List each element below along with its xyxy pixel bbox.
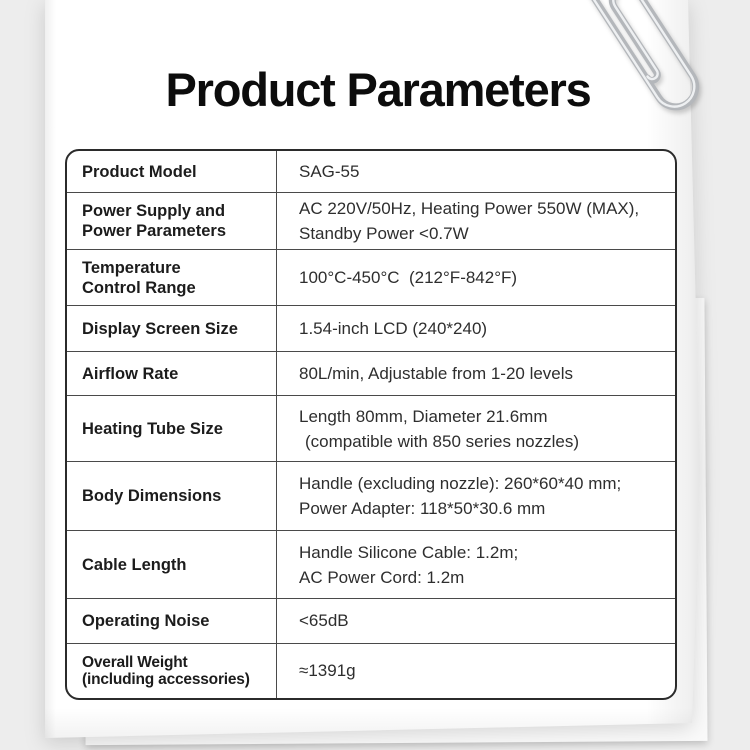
table-row-heating-tube-size bbox=[67, 395, 675, 461]
spec-name: Operating Noise bbox=[67, 599, 277, 643]
spec-name: Airflow Rate bbox=[67, 352, 277, 395]
spec-value: ≈1391g bbox=[299, 661, 356, 680]
spec-value: Handle (excluding nozzle): 260*60*40 mm; Power Adapter: 118*50*30.6 mm bbox=[299, 474, 622, 518]
spec-value: <65dB bbox=[299, 611, 349, 630]
spec-name: Heating Tube Size bbox=[67, 396, 277, 461]
table-row-power-supply bbox=[67, 192, 675, 249]
spec-name: Cable Length bbox=[67, 531, 277, 598]
spec-value: 100°C-450°C (212°F-842°F) bbox=[299, 268, 518, 287]
spec-name: Temperature Control Range bbox=[67, 250, 277, 305]
table-row-temperature-range bbox=[67, 249, 675, 305]
product-parameters-table bbox=[65, 149, 677, 700]
spec-value: SAG-55 bbox=[299, 161, 360, 181]
spec-name: Display Screen Size bbox=[67, 306, 277, 351]
spec-value: 1.54-inch LCD (240*240) bbox=[299, 318, 488, 338]
spec-value: AC 220V/50Hz, Heating Power 550W (MAX), Standby Power <0.7W bbox=[299, 199, 640, 243]
table-row-product-model bbox=[67, 151, 675, 192]
table-row-operating-noise bbox=[67, 598, 675, 643]
spec-value: Handle Silicone Cable: 1.2m; AC Power Cord: 1.2m bbox=[299, 542, 519, 587]
table-row-display-size bbox=[67, 305, 675, 351]
page-title: Product Parameters bbox=[165, 63, 591, 116]
spec-name: Product Model bbox=[67, 151, 277, 192]
table-row-overall-weight bbox=[67, 643, 675, 698]
spec-value: Length 80mm, Diameter 21.6mm (compatible with 850 series nozzles) bbox=[299, 406, 580, 451]
spec-name: Overall Weight (including accessories) bbox=[67, 644, 277, 698]
spec-name: Body Dimensions bbox=[67, 462, 277, 530]
table-row-cable-length bbox=[67, 530, 675, 598]
spec-value: 80L/min, Adjustable from 1-20 levels bbox=[299, 363, 574, 383]
paper-edge-shading-bottom bbox=[45, 708, 695, 738]
table-row-body-dimensions bbox=[67, 461, 675, 530]
table-row-airflow-rate bbox=[67, 351, 675, 395]
spec-name: Power Supply and Power Parameters bbox=[67, 193, 277, 249]
